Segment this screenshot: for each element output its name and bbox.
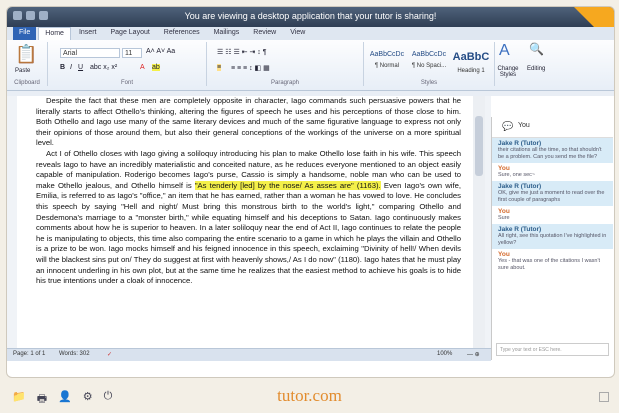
change-styles-icon[interactable]: A bbox=[499, 42, 510, 59]
font-size-select[interactable]: 11 bbox=[122, 48, 142, 58]
chat-input[interactable]: Type your text or ESC here. bbox=[496, 343, 609, 356]
ribbon-tabs bbox=[7, 27, 614, 40]
message-sender: You bbox=[498, 165, 510, 172]
word-count: Words: 302 bbox=[59, 351, 90, 357]
style-name: ¶ No Spaci... bbox=[411, 63, 447, 69]
highlighted-quote: "As tenderly [led] by the nose/ As asses are" (1163). bbox=[194, 180, 381, 190]
style-normal[interactable] bbox=[366, 48, 408, 76]
paragraph-2 bbox=[36, 149, 461, 287]
message-sender: Jake R (Tutor) bbox=[498, 140, 542, 147]
paste-icon[interactable]: 📋 bbox=[15, 44, 38, 64]
chat-message bbox=[492, 206, 613, 224]
message-sender: Jake R (Tutor) bbox=[498, 226, 542, 233]
underline-button[interactable]: U bbox=[78, 64, 84, 71]
align-icons[interactable]: ≡ ≡ ≡ ↕ ◧ ▦ bbox=[231, 65, 270, 72]
style-sample: AaBbCcDc bbox=[369, 51, 405, 58]
brand-logo: tutor.com bbox=[277, 386, 342, 405]
folder-icon[interactable]: 📁 bbox=[12, 391, 26, 403]
page-count: Page: 1 of 1 bbox=[13, 351, 46, 357]
message-text: Sure bbox=[498, 215, 510, 221]
app-frame bbox=[6, 6, 615, 378]
style-name: ¶ Normal bbox=[374, 63, 400, 69]
style-no-spacing[interactable] bbox=[408, 48, 450, 76]
tab-view[interactable]: View bbox=[290, 29, 306, 36]
print-icon[interactable]: 🖶 bbox=[36, 393, 48, 405]
align-left-icon[interactable]: ≡ bbox=[217, 64, 222, 71]
font-name-select[interactable]: Arial bbox=[60, 48, 120, 58]
document-page[interactable] bbox=[17, 96, 473, 348]
font-group-label: Font bbox=[120, 80, 133, 86]
resize-icon[interactable] bbox=[599, 392, 609, 402]
chat-message bbox=[492, 163, 613, 181]
editing-button[interactable]: Editing bbox=[527, 66, 546, 72]
message-text: All right, see this quotation I've highlighted in yellow? bbox=[498, 233, 607, 246]
chat-panel bbox=[491, 117, 613, 360]
ribbon bbox=[7, 40, 614, 91]
font-color-icon[interactable]: A bbox=[140, 64, 145, 71]
italic-button[interactable]: I bbox=[70, 64, 72, 71]
style-sample: AaBbCcDc bbox=[411, 51, 447, 58]
style-name: Heading 1 bbox=[457, 68, 485, 74]
share-message: You are viewing a desktop application that your tutor is sharing! bbox=[184, 11, 437, 21]
message-text: Yes - that was one of the citations I wasn't sure about. bbox=[498, 258, 601, 271]
style-sample: AaBbC bbox=[452, 51, 490, 63]
change-styles-button[interactable]: Change Styles bbox=[497, 66, 519, 78]
grow-font-icon[interactable]: A˄ A˅ Aa bbox=[146, 48, 176, 55]
document-text bbox=[36, 96, 461, 287]
clipboard-group bbox=[7, 42, 48, 86]
message-sender: You bbox=[498, 251, 510, 258]
message-text: Sure, one sec~ bbox=[498, 172, 536, 178]
chat-message bbox=[492, 138, 613, 163]
chat-message bbox=[492, 181, 613, 206]
chat-icon: 💬 bbox=[502, 121, 514, 131]
bottom-toolbar bbox=[6, 384, 613, 408]
paste-button[interactable]: Paste bbox=[15, 68, 31, 74]
document-area bbox=[7, 96, 491, 348]
tab-mailings[interactable]: Mailings bbox=[213, 29, 240, 36]
tab-references[interactable]: References bbox=[163, 29, 200, 36]
power-icon[interactable]: ⏻ bbox=[103, 390, 113, 402]
chat-message bbox=[492, 224, 613, 249]
styles-group bbox=[364, 42, 495, 86]
status-bar bbox=[7, 348, 491, 361]
paragraph-1: Despite the fact that these men are completely opposite in character, Iago commands such persuasive powers that he literally starts to affect Othello's thinking, altering the figures of speech he uses and his perceptions of those close to him. Both Othello and Iago use many of the same literary devices and much of the same figurative language to express not only their opinions of those around them, but also their general conceptions of the workings of the universe on a more spiritual level. bbox=[36, 96, 461, 148]
message-sender: Jake R (Tutor) bbox=[498, 183, 542, 190]
gear-icon[interactable]: ⚙ bbox=[82, 391, 93, 403]
zoom-level: 100% bbox=[437, 351, 453, 357]
scrollbar-thumb[interactable] bbox=[475, 116, 483, 176]
chat-user-label: You bbox=[518, 122, 530, 129]
message-text: OK, give me just a moment to read over the first couple of paragraphs bbox=[498, 190, 605, 203]
vertical-scrollbar[interactable] bbox=[473, 96, 485, 348]
paragraph-2-end: Even Iago's own wife, Emilia, is referred to as Iago's "office," an item that he has earned, rather than a woman he has vowed to love. He concludes this speech by saying "Hell and night/ Must bring this monstrous birth to the world's light," comparing Othello and Desdemona's marriage to a "monster birth," while equating himself and his deceptions to Satan. Iago continuously makes comments about how he is superior to heaven. In a later soliloquy near the end of Act II, Iago continues to relate the people he is manipulating to objects, this time also comparing the entire scenario to a game in which he plays the villain and Othello is a prize to be won. Iago mocks himself and his feigned innocence in this speech, exclaiming "Divinity of hell!/ When devils will the blackest sins put on/ They do suggest at first with heavenly shows,/ As I do now" (1180). Iago hates that he must play an innocent underling in his own plot, but at the same time he realizes that the easiest method to achieve his goals is to hide his true intentions under a cloak of innocence. bbox=[36, 180, 461, 286]
bold-button[interactable]: B bbox=[60, 64, 66, 71]
tab-review[interactable]: Review bbox=[253, 29, 277, 36]
tab-page-layout[interactable]: Page Layout bbox=[110, 29, 150, 36]
style-heading-1[interactable] bbox=[450, 48, 492, 76]
styles-label: Styles bbox=[420, 80, 438, 86]
chat-message bbox=[492, 249, 613, 274]
paragraph-2-start: Act I of Othello closes with Iago giving a soliloquy introducing his plan to make Othello lose faith in his wife. This speech reveals Iago to have an incredibly materialistic and conceited nature, as he reduces everyone mentioned to an object easily capable of manipulation. Roderigo becomes Iago's purse, Cassio is simply a handsome, noble man who can be used to make Othello jealous, and Othello himself is bbox=[36, 148, 461, 190]
message-text: their citations all the time, so that shouldn't be a problem. Can you send me the file? bbox=[498, 147, 602, 160]
chat-header bbox=[492, 117, 613, 138]
find-icon[interactable]: 🔍 bbox=[529, 42, 544, 56]
tab-home[interactable]: Home bbox=[38, 27, 71, 40]
message-sender: You bbox=[498, 208, 510, 215]
tab-file[interactable]: File bbox=[13, 27, 36, 40]
zoom-slider[interactable]: — ⊕ bbox=[467, 352, 480, 358]
bullets-icon[interactable]: ☰ ☷ ☰ ⇤ ⇥ ↕ ¶ bbox=[217, 49, 267, 56]
strikethrough-button[interactable]: abc x₂ x² bbox=[90, 64, 118, 71]
highlight-icon[interactable]: ab bbox=[152, 64, 160, 71]
user-icon[interactable]: 👤 bbox=[58, 391, 72, 403]
share-banner bbox=[7, 7, 614, 27]
tab-insert[interactable]: Insert bbox=[78, 29, 97, 36]
chat-messages bbox=[492, 138, 613, 338]
paragraph-group bbox=[207, 42, 364, 86]
proofing-icon[interactable]: ✓ bbox=[107, 352, 113, 358]
clipboard-label: Clipboard bbox=[14, 80, 40, 86]
font-group bbox=[48, 42, 207, 86]
paragraph-label: Paragraph bbox=[270, 80, 300, 86]
